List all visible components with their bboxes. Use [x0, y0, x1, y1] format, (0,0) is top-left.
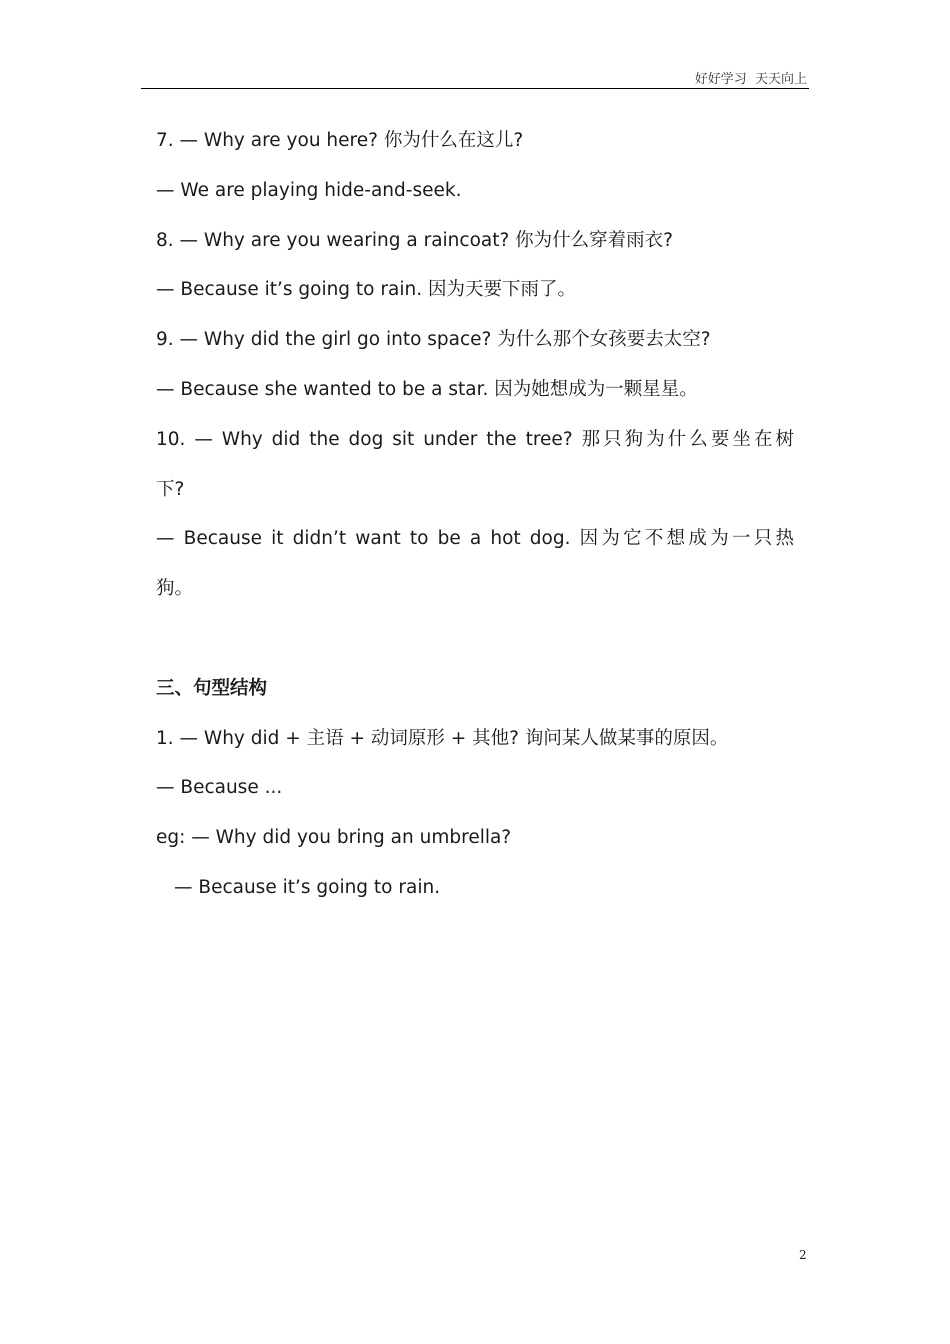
example-question-line: eg: — Why did you bring an umbrella? — [156, 827, 512, 849]
header-divider — [141, 88, 809, 89]
section-heading: 三、句型结构 — [156, 677, 268, 699]
line-a10-continued: 狗。 — [156, 578, 194, 600]
page-number: 2 — [799, 1248, 807, 1262]
line-q7: 7. — Why are you here? 你为什么在这儿? — [156, 130, 524, 151]
pattern-line: 1. — Why did + 主语 + 动词原形 + 其他? 询问某人做某事的原因。 — [156, 727, 729, 749]
line-q8: 8. — Why are you wearing a raincoat? 你为什么穿着雨衣? — [156, 229, 673, 251]
line-a10: — Because it didn’t want to be a hot dog. 因为它不想成为一只热 — [156, 528, 794, 550]
line-a8: — Because it’s going to rain. 因为天要下雨了。 — [156, 279, 576, 301]
pattern-answer-line: — Because ... — [156, 777, 283, 799]
page-header-motto: 好好学习 天天向上 — [694, 72, 807, 87]
line-q9: 9. — Why did the girl go into space? 为什么那个女孩要去太空? — [156, 329, 711, 351]
line-a9: — Because she wanted to be a star. 因为她想成为一颗星星。 — [156, 378, 698, 400]
document-body — [156, 116, 794, 913]
line-q10: 10. — Why did the dog sit under the tree? 那只狗为什么要坐在树 — [156, 428, 794, 450]
line-a7: — We are playing hide-and-seek. — [156, 179, 462, 201]
blank-line — [156, 614, 794, 664]
line-q10-continued: 下? — [156, 478, 185, 500]
example-answer-line: — Because it’s going to rain. — [174, 876, 441, 898]
